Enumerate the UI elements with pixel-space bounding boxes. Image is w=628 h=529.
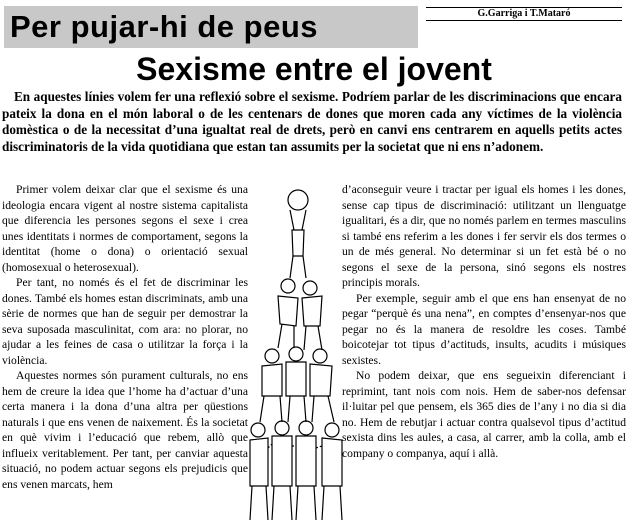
left-paragraph-1: Primer volem deixar clar que el sexisme és una ideologia encara vigent al nostre sistema capitalista que diferencia les persones segons el sexe i crea unes identitats i normes de comportament, segons la identitat (home o dona) o orientació sexual (homosexual o heterosexual). [2, 183, 248, 274]
article-title: Sexisme entre el jovent [136, 51, 492, 87]
right-column [342, 182, 626, 461]
left-column [2, 182, 248, 492]
right-paragraph-2: Per exemple, seguir amb el que ens han ensenyat de no pegar “perquè és una nena”, en comptes d’ensenyar-nos que pegar no és la manera de resoldre les coses. També boicotejar tot tipus d’actituds, insults, acudits i músiques sexistes. [342, 291, 626, 367]
section-title: Per pujar-hi de peus [10, 9, 319, 44]
right-paragraph-3: No podem deixar, que ens segueixin diferenciant i reprimint, tant nois com nois. Hem de saber-nos defensar il·luitar pel que pensem, els 365 dies de l’any i no dia si dia no. Hem de rebutjar i actuar contra qualsevol tipus d’actitud sexista dins les aules, a casa, al carrer, amb la colla, amb el company o companya, aquí i allà. [342, 369, 626, 460]
human-tower-drawing-icon [248, 186, 344, 524]
left-paragraph-3: Aquestes normes són purament culturals, no ens hem de creure la idea que l’home ha d’actuar d’una certa manera i la dona d’una altra per qüestions naturals i que ens venen de naixement. És la societat en què vivim i l’educació que rebem, allò que influeix veritablement. Per tant, per canviar aquesta situació, no podem actuar segons els prejudicis que ens venen marcats, hem [2, 369, 248, 491]
article-lead: En aquestes línies volem fer una reflexió sobre el sexisme. Podríem parlar de les discriminacions que encara pateix la dona en el món laboral o de les centenars de dones que moren cada any víctimes de la violència domèstica o de la necessitat d’una igualtat real de drets, però en canvi ens centrarem en aquells petits actes discriminatoris de la vida quotidiana que estan tan assumits per la societat que ni ens n’adonem. [2, 89, 622, 154]
right-paragraph-1: d’aconseguir veure i tractar per igual els homes i les dones, sense cap tipus de discriminació: utilitzant un llenguatge igualitari, és a dir, que no només parlem en termes masculins si també ens referim a les dones i fer servir els dos termes o un de més general. No determinar si un fet està bé o no segons el sexe de la persona, sinó segons els nostres principis morals. [342, 183, 626, 289]
left-paragraph-2: Per tant, no només és el fet de discriminar les dones. També els homes estan discriminats, amb una sèrie de normes que han de seguir per demostrar la seva suposada masculinitat, com ara: no plorar, no ajudar a les feines de casa o utilitzar la força i la violència. [2, 276, 248, 367]
article-authors: G.Garriga i T.Mataró [426, 7, 622, 21]
